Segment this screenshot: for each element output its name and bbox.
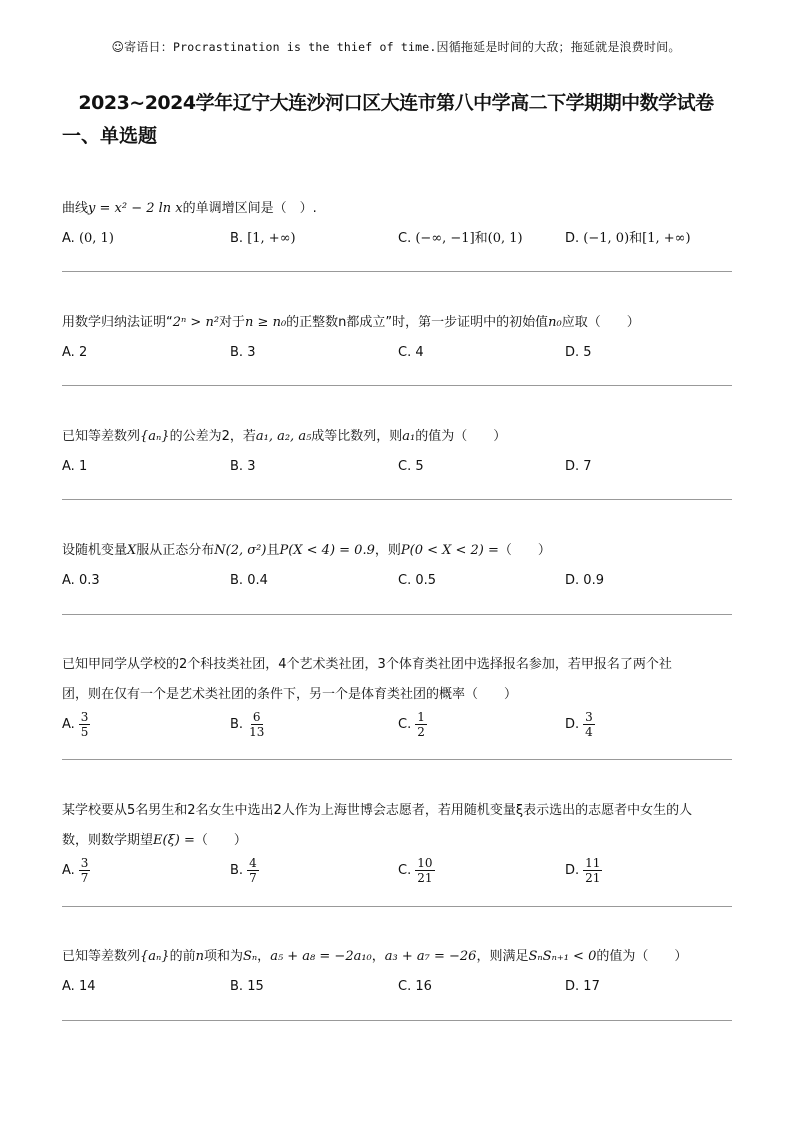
option-a[interactable]: A. $\frac{3}{7}$	[62, 856, 89, 885]
option-row	[62, 710, 734, 754]
option-b[interactable]: B. $\frac{4}{7}$	[230, 856, 257, 885]
option-c[interactable]: C. $\frac{10}{21}$	[398, 856, 433, 885]
question-stem: 已知等差数列{aₙ}的前n项和为Sₙ，a₅ + a₈ = −2a₁₀，a₃ + a₇ = −26，则满足SₙSₙ₊₁ < 0的值为（ ）	[62, 949, 688, 964]
question-stem: 已知等差数列{aₙ}的公差为2，若a₁, a₂, a₅成等比数列，则a₁的值为（ ）	[62, 429, 507, 444]
divider	[62, 906, 732, 907]
motto-line	[0, 38, 792, 55]
option-row	[62, 224, 734, 254]
question-5	[62, 650, 734, 754]
question-stem: 用数学归纳法证明“2ⁿ > n²对于n ≥ n₀的正整数n都成立”时，第一步证明中的初始值n₀应取（ ）	[62, 315, 640, 330]
motto-prefix: ☺寄语日：	[111, 40, 173, 54]
option-d[interactable]: D. 17	[565, 979, 600, 994]
question-4	[62, 536, 734, 596]
question-stem-line-2: 团，则在仅有一个是艺术类社团的条件下，另一个是体育类社团的概率（ ）	[62, 687, 518, 702]
option-c[interactable]: C. 0.5	[398, 573, 437, 588]
fraction: $\frac{1}{2}$	[417, 710, 425, 739]
option-b[interactable]: B. 3	[230, 459, 256, 474]
question-3	[62, 422, 734, 482]
option-c[interactable]: C. 4	[398, 345, 424, 360]
question-6	[62, 796, 734, 900]
divider	[62, 614, 732, 615]
motto-chinese: 因循拖延是时间的大敌；拖延就是浪费时间。	[436, 40, 681, 54]
question-stem: 设随机变量X服从正态分布N(2, σ²)且P(X < 4) = 0.9，则P(0 < X < 2) =（ ）	[62, 543, 551, 558]
section-heading: 一、单选题	[62, 125, 158, 147]
option-c[interactable]: C. (−∞, −1]和(0, 1)	[398, 231, 523, 246]
fraction: $\frac{11}{21}$	[585, 856, 601, 885]
question-stem-line-1: 已知甲同学从学校的2个科技类社团，4个艺术类社团，3个体育类社团中选择报名参加，若甲报名了两个社	[62, 657, 672, 672]
divider	[62, 499, 732, 500]
divider	[62, 1020, 732, 1021]
fraction: $\frac{3}{7}$	[80, 856, 89, 885]
question-1	[62, 194, 734, 254]
fraction: $\frac{4}{7}$	[249, 856, 257, 885]
option-c[interactable]: C. 16	[398, 979, 432, 994]
option-d[interactable]: D. (−1, 0)和[1, +∞)	[565, 231, 691, 246]
exam-title: 2023~2024学年辽宁大连沙河口区大连市第八中学高二下学期期中数学试卷	[78, 92, 714, 114]
option-row	[62, 972, 734, 1002]
option-c[interactable]: C. 5	[398, 459, 424, 474]
question-stem-line-2: 数，则数学期望E(ξ) =（ ）	[62, 833, 247, 848]
question-2	[62, 308, 734, 368]
question-stem-line-1: 某学校要从5名男生和2名女生中选出2人作为上海世博会志愿者，若用随机变量ξ表示选出的志愿者中女生的人	[62, 803, 693, 818]
option-d[interactable]: D. 7	[565, 459, 592, 474]
option-a[interactable]: A. (0, 1)	[62, 231, 114, 246]
option-row	[62, 856, 734, 900]
option-b[interactable]: B. [1, +∞)	[230, 231, 296, 246]
divider	[62, 385, 732, 386]
divider	[62, 271, 732, 272]
option-b[interactable]: B. $\frac{6}{13}$	[230, 710, 265, 739]
option-row	[62, 452, 734, 482]
option-d[interactable]: D. $\frac{3}{4}$	[565, 710, 593, 739]
option-a[interactable]: A. 14	[62, 979, 96, 994]
option-b[interactable]: B. 0.4	[230, 573, 268, 588]
option-a[interactable]: A. 1	[62, 459, 88, 474]
option-d[interactable]: D. $\frac{11}{21}$	[565, 856, 601, 885]
option-a[interactable]: A. 0.3	[62, 573, 100, 588]
motto-english: Procrastination is the thief of time.	[172, 40, 437, 54]
option-b[interactable]: B. 15	[230, 979, 264, 994]
option-a[interactable]: A. $\frac{3}{5}$	[62, 710, 89, 739]
option-d[interactable]: D. 5	[565, 345, 592, 360]
question-stem: 曲线y = x² − 2 ln x的单调增区间是（ ）.	[62, 201, 317, 216]
option-c[interactable]: C. $\frac{1}{2}$	[398, 710, 425, 739]
option-row	[62, 566, 734, 596]
question-7	[62, 942, 734, 1002]
divider	[62, 759, 732, 760]
fraction: $\frac{3}{5}$	[80, 710, 89, 739]
fraction: $\frac{10}{21}$	[417, 856, 433, 885]
fraction: $\frac{6}{13}$	[249, 710, 265, 739]
option-d[interactable]: D. 0.9	[565, 573, 604, 588]
option-a[interactable]: A. 2	[62, 345, 88, 360]
option-b[interactable]: B. 3	[230, 345, 256, 360]
fraction: $\frac{3}{4}$	[585, 710, 593, 739]
option-row	[62, 338, 734, 368]
